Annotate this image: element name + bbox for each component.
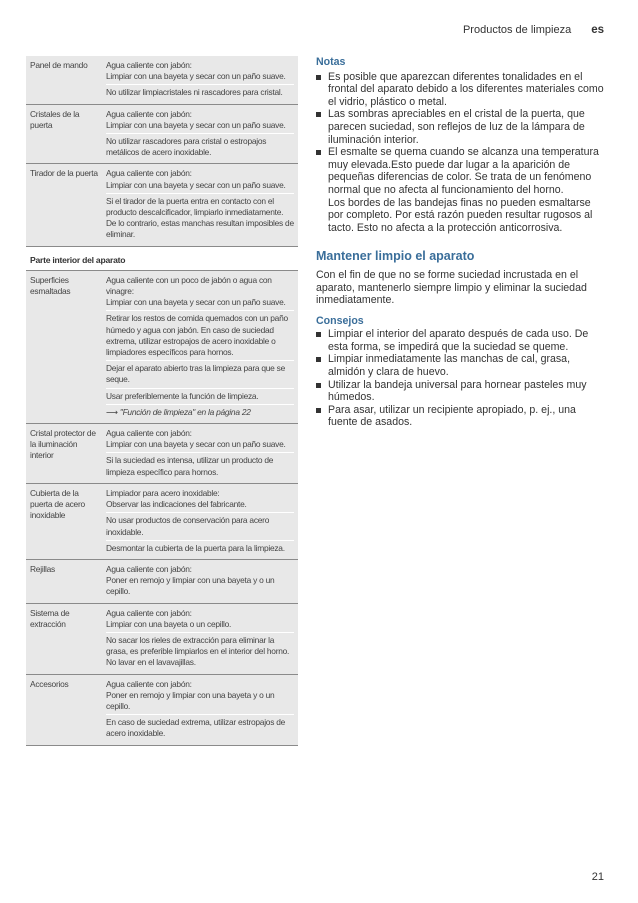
table-body-exterior [26, 56, 298, 247]
row-surface-name: Accesorios [30, 678, 69, 689]
table-row [26, 271, 298, 424]
row-instructions [106, 109, 294, 159]
instruction-text: Agua caliente con jabón: Limpiar con una bayeta y secar con un paño suave. [106, 109, 294, 134]
instruction-text: Agua caliente con jabón: Limpiar con una bayeta y secar con un paño suave. [106, 428, 294, 453]
row-instructions [106, 275, 294, 418]
table-body-interior [26, 271, 298, 746]
row-surface-name: Tirador de la puerta [30, 168, 98, 179]
instruction-text: Dejar el aparato abierto tras la limpieza para que se seque. [106, 363, 294, 388]
row-instructions [106, 608, 294, 669]
table-section-heading: Parte interior del aparato [26, 247, 298, 271]
note-item: Es posible que aparezcan diferentes tonalidades en el frontal del aparato debido a los diferentes materiales como el vidrio, plástico o metal. [316, 71, 606, 109]
instruction-text: Retirar los restos de comida quemados con un paño húmedo y agua con jabón. En caso de suciedad extrema, utilizar estropajos de acero inoxidable o limpiadores específicos para hornos. [106, 313, 294, 361]
page-number: 21 [591, 871, 604, 883]
row-instructions [106, 428, 294, 478]
instruction-text: No utilizar limpiacristales ni rascadores para cristal. [106, 87, 283, 98]
instruction-text: En caso de suciedad extrema, utilizar estropajos de acero inoxidable. [106, 717, 286, 739]
table-row [26, 424, 298, 484]
row-instructions [106, 488, 294, 554]
note-extra: Los bordes de las bandejas finas no pueden esmaltarse por completo. Por está razón pueden resultar rugosos al tacto. Esto no afecta a la protección anticorrosiva. [328, 196, 593, 234]
row-surface-name: Rejillas [30, 563, 55, 574]
tip-item: Limpiar inmediatamente las manchas de cal, grasa, almidón y clara de huevo. [316, 353, 606, 378]
page-header [463, 24, 604, 36]
tip-item: Utilizar la bandeja universal para hornear pasteles muy húmedos. [316, 379, 606, 404]
instruction-text: Desmontar la cubierta de la puerta para la limpieza. [106, 542, 285, 553]
row-instructions [106, 679, 294, 740]
arrow-right-icon: ⟶ [106, 406, 118, 417]
row-surface-name: Cristal protector de la iluminación interior [30, 428, 96, 461]
instruction-text: Agua caliente con jabón: Limpiar con una bayeta o un cepillo. [106, 608, 294, 633]
instruction-text: Agua caliente con jabón: Limpiar con una bayeta y secar con un paño suave. [106, 60, 294, 85]
instruction-text: Si la suciedad es intensa, utilizar un producto de limpieza específico para hornos. [106, 455, 274, 477]
right-column [316, 56, 606, 429]
tip-item: Para asar, utilizar un recipiente apropiado, p. ej., una fuente de asados. [316, 404, 606, 429]
row-surface-name: Cristales de la puerta [30, 108, 80, 130]
page-reference[interactable] [106, 407, 294, 418]
tip-item: Limpiar el interior del aparato después de cada uso. De esta forma, se impedirá que la suciedad se queme. [316, 328, 606, 353]
notes-title: Notas [316, 56, 346, 68]
reference-link[interactable]: "Función de limpieza" en la página 22 [119, 406, 251, 417]
instruction-text: Agua caliente con un poco de jabón o agua con vinagre: Limpiar con una bayeta y secar con un paño suave. [106, 275, 294, 312]
note-item: El esmalte se quema cuando se alcanza una temperatura muy elevada.Esto puede dar lugar a la aparición de pequeñas diferencias de color. Se trata de un fenómeno normal que no afecta al funcionamiento del horno. [316, 146, 606, 196]
tips-title: Consejos [316, 314, 364, 327]
table-row [26, 560, 298, 604]
instruction-text: Si el tirador de la puerta entra en contacto con el producto descalcificador, limpiarlo inmediatamente. De lo contrario, estas manchas resultan imposibles de eliminar. [106, 195, 294, 240]
instruction-text: No sacar los rieles de extracción para eliminar la grasa, es preferible limpiarlos en el interior del horno. No lavar en el lavavajillas. [106, 634, 290, 668]
notes-list [316, 71, 606, 197]
section-heading: Mantener limpio el aparato [316, 249, 475, 264]
instruction-text: Agua caliente con jabón: Poner en remojo y limpiar con una bayeta y o un cepillo. [106, 679, 294, 716]
header-language: es [591, 24, 604, 36]
table-row [26, 675, 298, 746]
instruction-text: Limpiador para acero inoxidable: Observar las indicaciones del fabricante. [106, 488, 294, 513]
row-surface-name: Sistema de extracción [30, 607, 70, 629]
row-instructions [106, 60, 294, 99]
instruction-text: No utilizar rascadores para cristal o estropajos metálicos de acero inoxidable. [106, 136, 267, 158]
instruction-text: No usar productos de conservación para acero inoxidable. [106, 515, 294, 540]
tips-list [316, 328, 606, 429]
row-instructions [106, 168, 294, 240]
row-surface-name: Superficies esmaltadas [30, 274, 71, 297]
instruction-text: Agua caliente con jabón: Poner en remojo y limpiar con una bayeta y o un cepillo. [106, 563, 275, 597]
table-row [26, 484, 298, 560]
row-instructions [106, 564, 294, 598]
section-intro: Con el fin de que no se forme suciedad incrustada en el aparato, mantenerlo siempre limpio y eliminar la suciedad inmediatamente. [316, 268, 587, 307]
instruction-text: Agua caliente con jabón: Limpiar con una bayeta y secar con un paño suave. [106, 168, 294, 193]
note-item: Las sombras apreciables en el cristal de la puerta, que parecen suciedad, son reflejos de luz de la lámpara de iluminación interior. [316, 108, 606, 146]
instruction-text: Usar preferiblemente la función de limpieza. [106, 391, 294, 405]
row-surface-name: Panel de mando [30, 60, 88, 70]
table-row [26, 105, 298, 165]
table-row [26, 56, 298, 105]
cleaning-table [26, 56, 298, 746]
header-section-title: Productos de limpieza [462, 24, 572, 36]
table-row [26, 604, 298, 675]
table-row [26, 164, 298, 246]
row-surface-name: Cubierta de la puerta de acero inoxidable [30, 487, 85, 521]
